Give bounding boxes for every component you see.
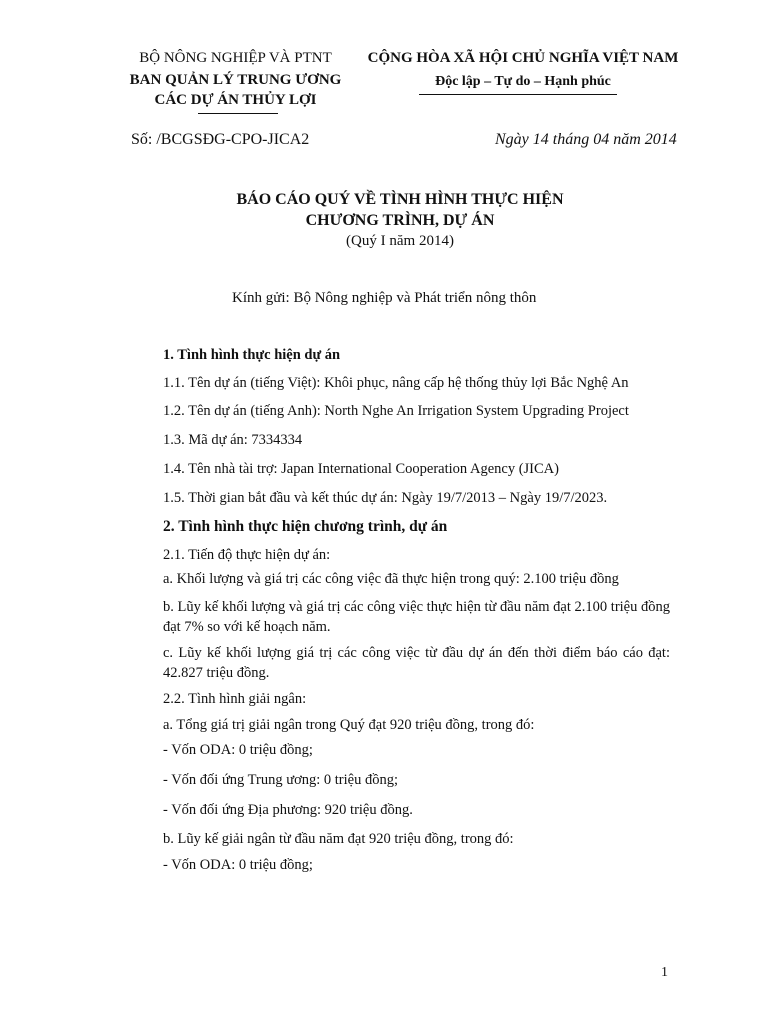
section1-heading: 1. Tình hình thực hiện dự án <box>163 347 341 363</box>
national-motto: Độc lập – Tự do – Hạnh phúc <box>435 74 611 89</box>
report-period: (Quý I năm 2014) <box>346 233 454 249</box>
disbursement-heading: 2.2. Tình hình giải ngân: <box>163 691 307 707</box>
document-number: Số: /BCGSĐG-CPO-JICA2 <box>131 131 310 148</box>
ministry-name: BỘ NÔNG NGHIỆP VÀ PTNT <box>139 50 332 66</box>
progress-heading: 2.1. Tiến độ thực hiện dự án: <box>163 547 331 563</box>
header-left-underline <box>198 113 278 114</box>
report-title-line2: CHƯƠNG TRÌNH, DỰ ÁN <box>305 212 495 229</box>
motto-underline <box>419 94 617 95</box>
disbursement-a-detail: - Vốn ODA: 0 triệu đồng; <box>163 742 313 758</box>
progress-item-c: c. Lũy kế khối lượng giá trị các công việc từ đầu dự án đến thời điểm báo cáo đạt: 42.827 triệu đồng. <box>163 645 670 681</box>
progress-item-a: a. Khối lượng và giá trị các công việc đã thực hiện trong quý: 2.100 triệu đồng <box>163 571 619 587</box>
document-date: Ngày 14 tháng 04 năm 2014 <box>495 131 677 148</box>
section1-item: 1.5. Thời gian bắt đầu và kết thúc dự án: Ngày 19/7/2013 – Ngày 19/7/2023. <box>163 490 608 506</box>
board-name-line1: BAN QUẢN LÝ TRUNG ƯƠNG <box>129 72 342 88</box>
disbursement-a-detail: - Vốn đối ứng Địa phương: 920 triệu đồng. <box>163 802 413 818</box>
disbursement-a-detail: - Vốn đối ứng Trung ương: 0 triệu đồng; <box>163 772 398 788</box>
section1-item: 1.4. Tên nhà tài trợ: Japan International Cooperation Agency (JICA) <box>163 461 559 477</box>
page-number: 1 <box>661 965 668 980</box>
disbursement-item-a: a. Tổng giá trị giải ngân trong Quý đạt 920 triệu đồng, trong đó: <box>163 717 535 733</box>
board-name-line2: CÁC DỰ ÁN THỦY LỢI <box>154 92 317 108</box>
progress-item-b: b. Lũy kế khối lượng và giá trị các công việc thực hiện từ đầu năm đạt 2.100 triệu đồng đạt 7% so với kế hoạch năm. <box>163 599 670 635</box>
recipient-line: Kính gửi: Bộ Nông nghiệp và Phát triển nông thôn <box>232 290 537 306</box>
disbursement-item-b: b. Lũy kế giải ngân từ đầu năm đạt 920 triệu đồng, trong đó: <box>163 831 514 847</box>
section1-item: 1.1. Tên dự án (tiếng Việt): Khôi phục, nâng cấp hệ thống thủy lợi Bắc Nghệ An <box>163 375 629 391</box>
disbursement-b-detail: - Vốn ODA: 0 triệu đồng; <box>163 857 313 873</box>
section1-item: 1.3. Mã dự án: 7334334 <box>163 432 303 448</box>
nation-name: CỘNG HÒA XÃ HỘI CHỦ NGHĨA VIỆT NAM <box>367 50 679 66</box>
report-title-line1: BÁO CÁO QUÝ VỀ TÌNH HÌNH THỰC HIỆN <box>236 191 564 208</box>
section1-item: 1.2. Tên dự án (tiếng Anh): North Nghe An Irrigation System Upgrading Project <box>163 403 629 419</box>
section2-heading: 2. Tình hình thực hiện chương trình, dự án <box>163 518 448 535</box>
